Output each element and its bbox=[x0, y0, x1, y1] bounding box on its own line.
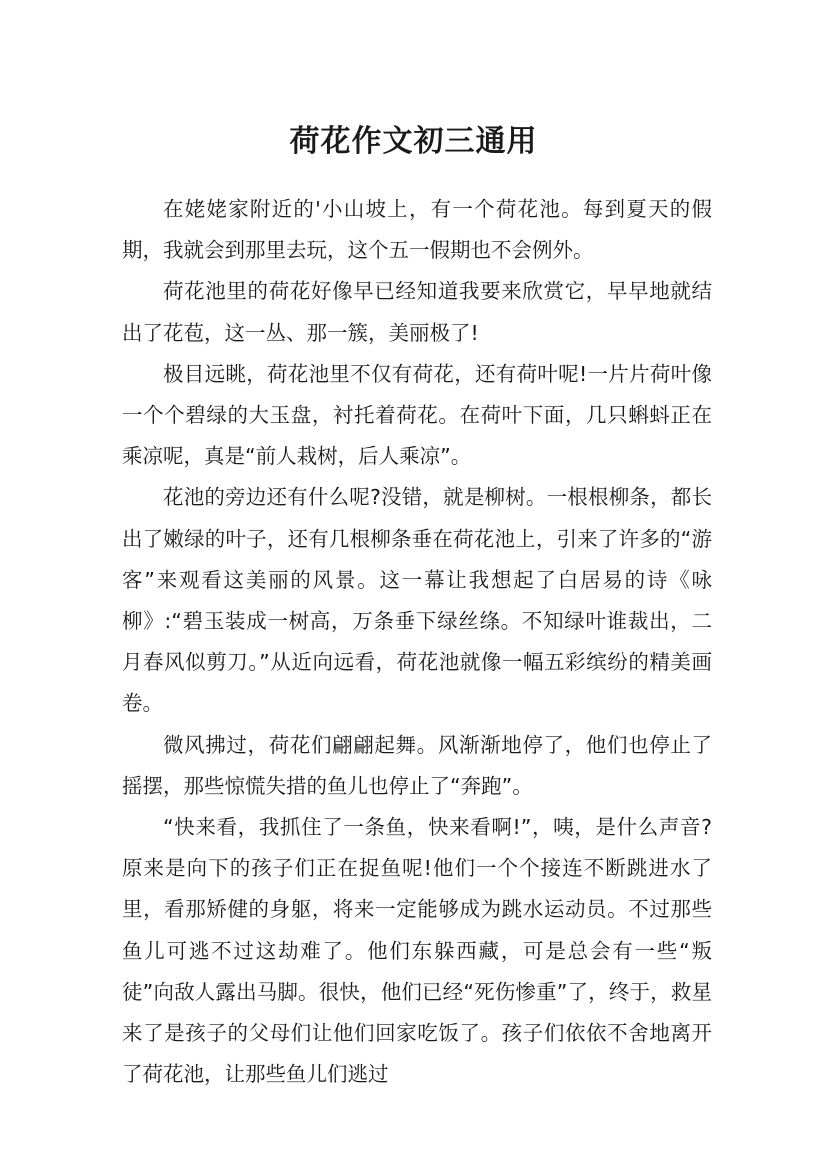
paragraph: 极目远眺，荷花池里不仅有荷花，还有荷叶呢!一片片荷叶像一个个碧绿的大玉盘，衬托着荷花。在荷叶下面，几只蝌蚪正在乘凉呢，真是“前人栽树，后人乘凉”。 bbox=[122, 361, 712, 469]
paragraph: 微风拂过，荷花们翩翩起舞。风渐渐地停了，他们也停止了摇摆，那些惊慌失措的鱼儿也停止了“奔跑”。 bbox=[122, 732, 712, 798]
paragraph: 荷花池里的荷花好像早已经知道我要来欣赏它，早早地就结出了花苞，这一丛、那一簇，美丽极了! bbox=[122, 279, 712, 345]
document-title: 荷花作文初三通用 bbox=[289, 124, 538, 160]
paragraph: “快来看，我抓住了一条鱼，快来看啊!”，咦，是什么声音?原来是向下的孩子们正在捉鱼呢!他们一个个接连不断跳进水了里，看那矫健的身躯，将来一定能够成为跳水运动员。不过那些鱼儿可逃不过这劫难了。他们东躲西藏，可是总会有一些“叛徒”向敌人露出马脚。很快，他们已经“死伤惨重”了，终于，救星来了是孩子的父母们让他们回家吃饭了。孩子们依依不舍地离开了荷花池，让那些鱼儿们逃过 bbox=[122, 815, 712, 1087]
paragraph: 花池的旁边还有什么呢?没错，就是柳树。一根根柳条，都长出了嫩绿的叶子，还有几根柳条垂在荷花池上，引来了许多的“游客”来观看这美丽的风景。这一幕让我想起了白居易的诗《咏柳》:“碧玉装成一树高，万条垂下绿丝绦。不知绿叶谁裁出，二月春风似剪刀。”从近向远看，荷花池就像一幅五彩缤纷的精美画卷。 bbox=[122, 485, 712, 716]
document-body bbox=[122, 189, 712, 1095]
paragraph: 在姥姥家附近的'小山坡上，有一个荷花池。每到夏天的假期，我就会到那里去玩，这个五一假期也不会例外。 bbox=[122, 197, 712, 263]
